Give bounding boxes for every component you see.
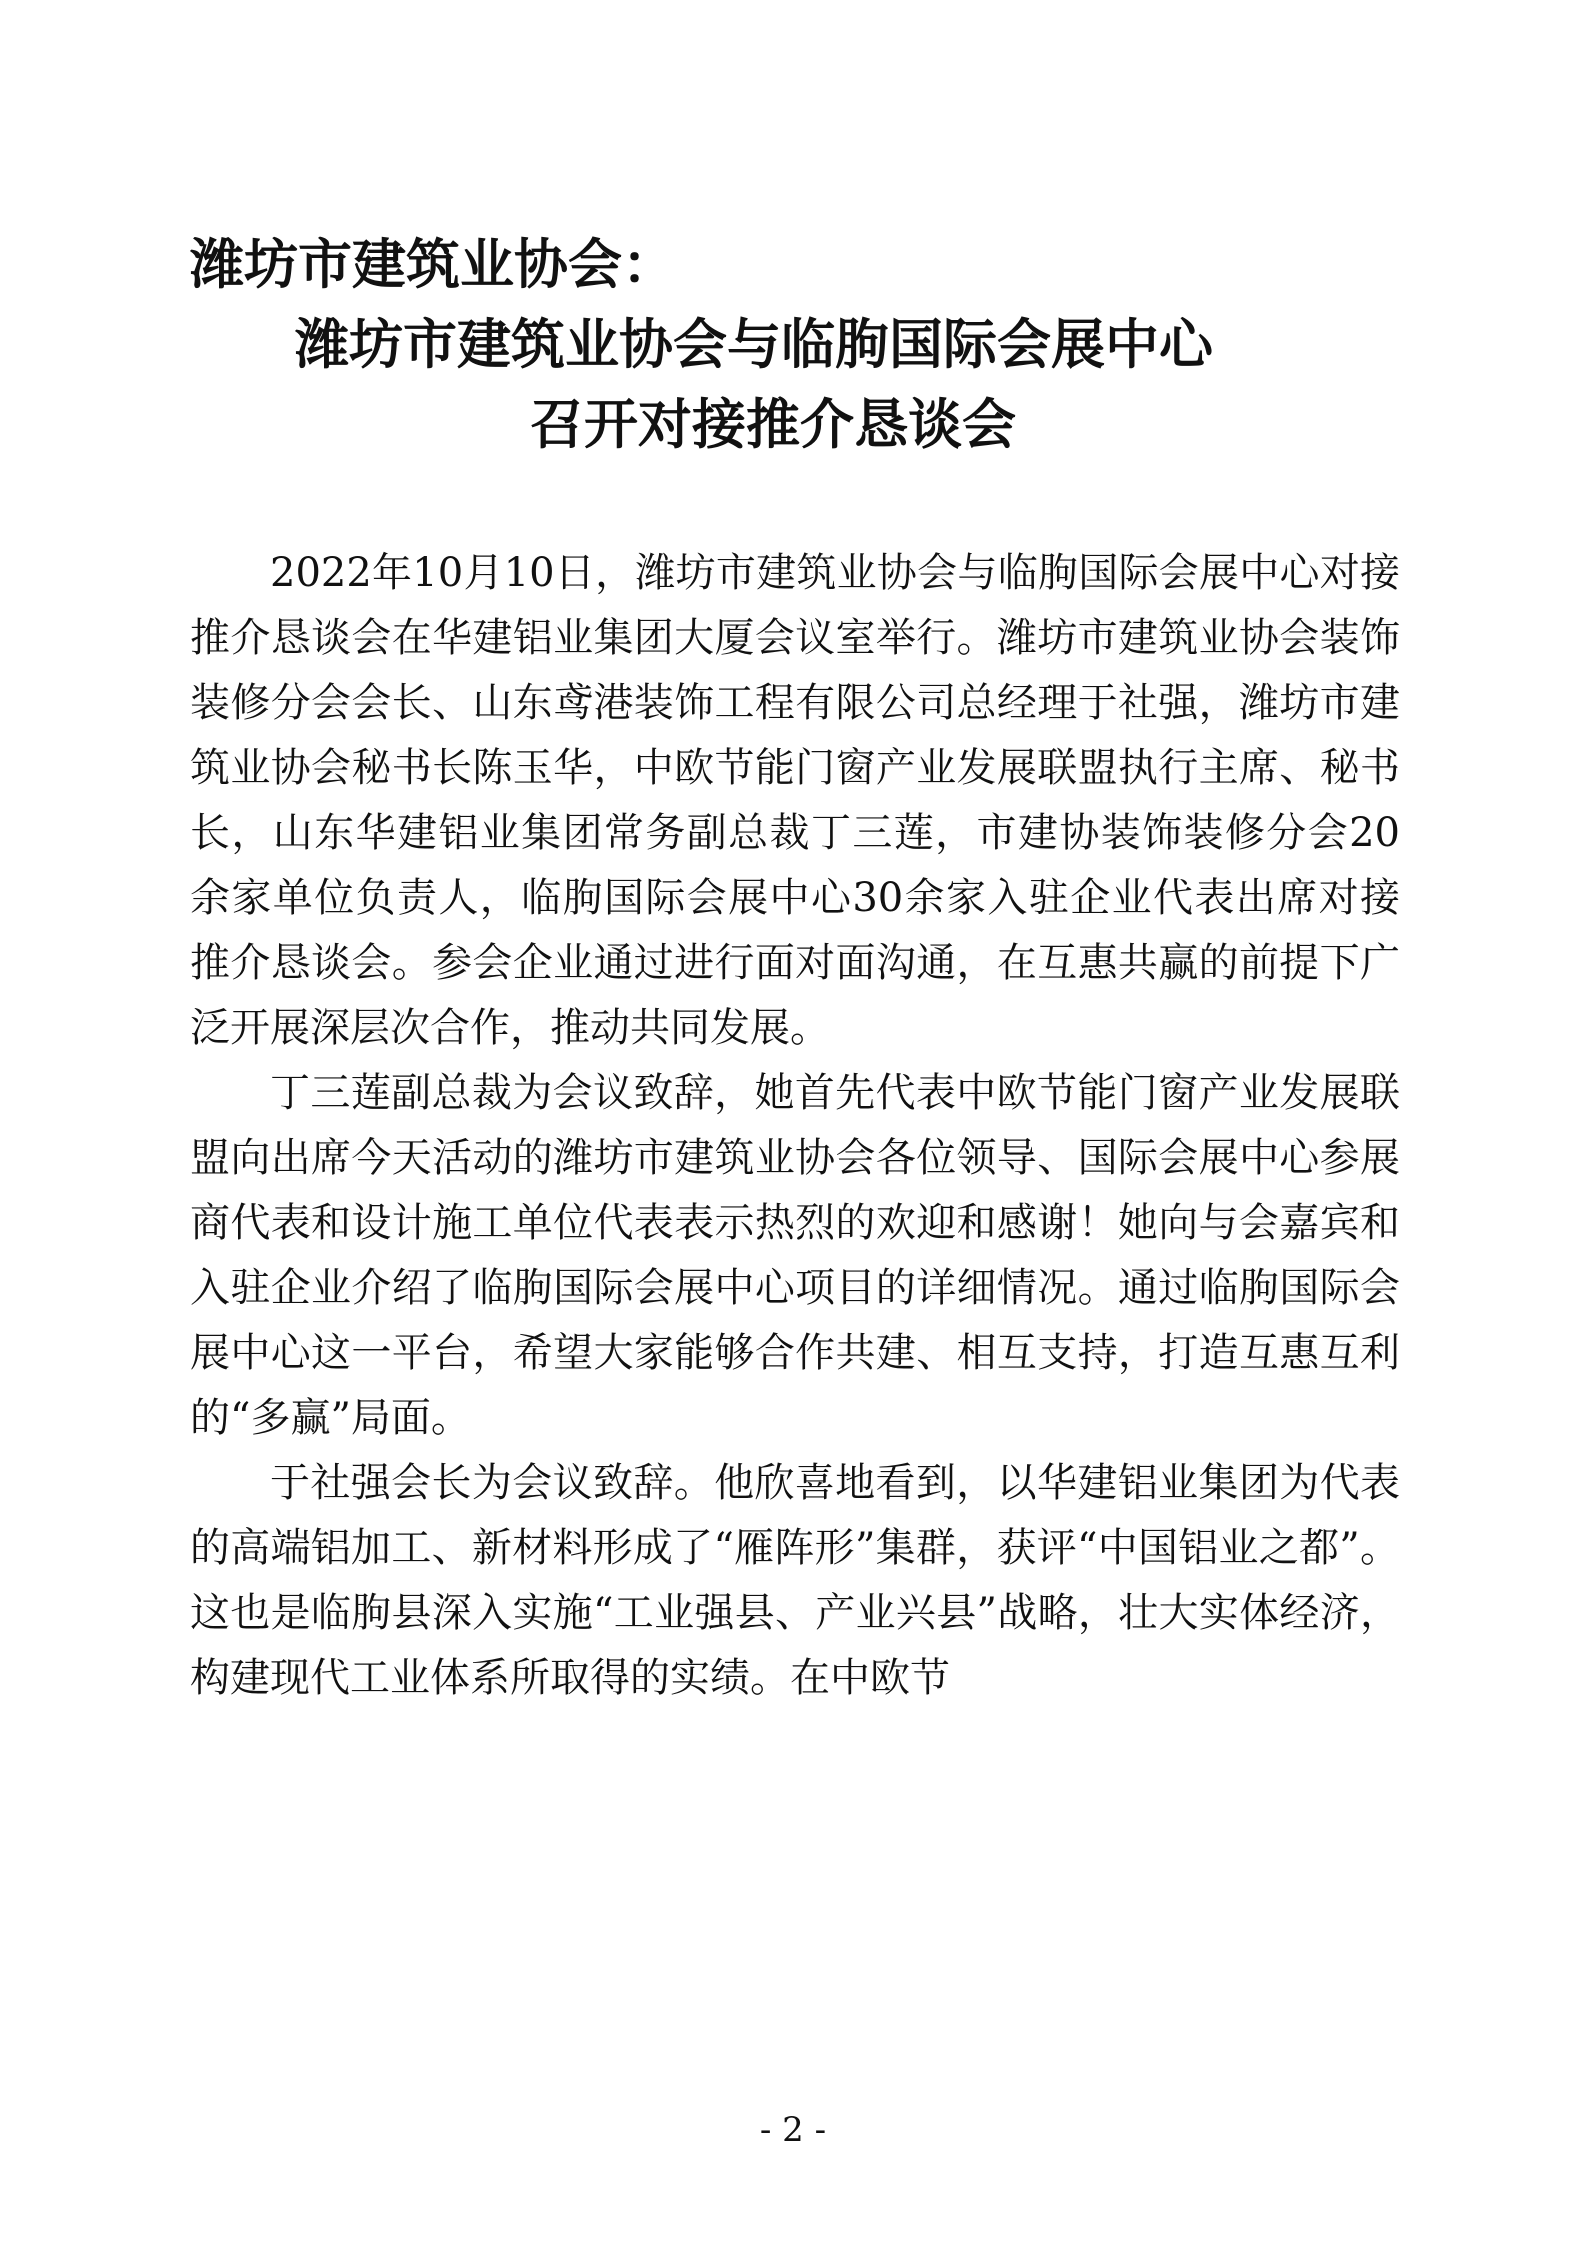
title-line-organization: 潍坊市建筑业协会： (190, 233, 676, 296)
title-line-sub: 召开对接推介恳谈会 (530, 393, 1016, 456)
paragraph-yu-sheqiang-speech: 于社强会长为会议致辞。他欣喜地看到，以华建铝业集团为代表的高端铝加工、新材料形成了“雁阵形”集群，获评“中国铝业之都”。这也是临朐县深入实施“工业强县、产业兴县”战略，壮大实体经济，构建现代工业体系所取得的实绩。在中欧节 (190, 1460, 1400, 1701)
paragraph-meeting-overview: 2022年10月10日，潍坊市建筑业协会与临朐国际会展中心对接推介恳谈会在华建铝业集团大厦会议室举行。潍坊市建筑业协会装饰装修分会会长、山东鸢港装饰工程有限公司总经理于社强，潍坊市建筑业协会秘书长陈玉华，中欧节能门窗产业发展联盟执行主席、秘书长，山东华建铝业集团常务副总裁丁三莲，市建协装饰装修分会20余家单位负责人，临朐国际会展中心30余家入驻企业代表出席对接推介恳谈会。参会企业通过进行面对面沟通，在互惠共赢的前提下广泛开展深层次合作，推动共同发展。 (190, 550, 1400, 1051)
page-number: - 2 - (759, 2110, 827, 2150)
title-line-main: 潍坊市建筑业协会与临朐国际会展中心 (295, 313, 1213, 376)
document-title (190, 225, 1420, 465)
document-body (190, 541, 1400, 1711)
paragraph-ding-sanlian-speech: 丁三莲副总裁为会议致辞，她首先代表中欧节能门窗产业发展联盟向出席今天活动的潍坊市建筑业协会各位领导、国际会展中心参展商代表和设计施工单位代表表示热烈的欢迎和感谢！她向与会嘉宾和入驻企业介绍了临朐国际会展中心项目的详细情况。通过临朐国际会展中心这一平台，希望大家能够合作共建、相互支持，打造互惠互利的“多赢”局面。 (190, 1070, 1400, 1441)
